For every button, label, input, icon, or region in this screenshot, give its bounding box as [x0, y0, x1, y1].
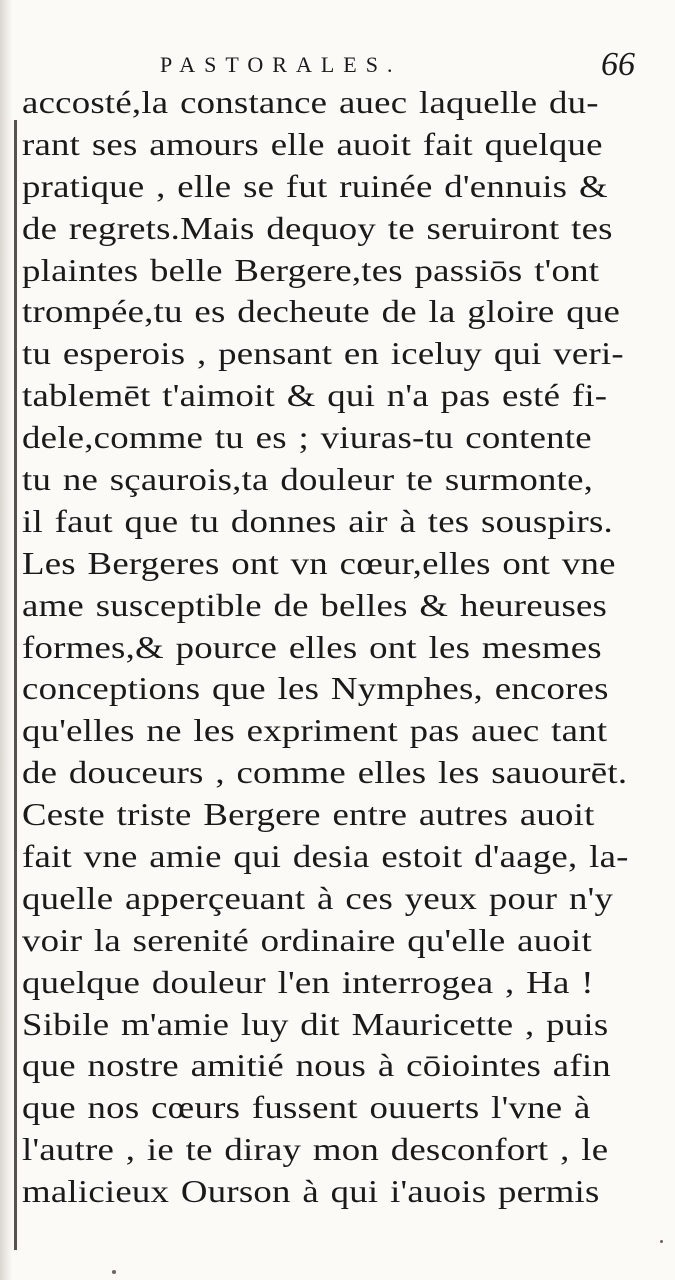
running-head: PASTORALES. [160, 52, 402, 77]
text-line-content: pratique , elle se fut ruinée d'ennuis & [22, 167, 608, 204]
page-number: 66 [601, 46, 635, 83]
text-line-content: qu'elles ne les expriment pas auec tant [22, 712, 608, 749]
gutter-rule [14, 120, 17, 1250]
text-line [22, 962, 632, 1004]
text-line-content: trompée,tu es decheute de la gloire que [22, 293, 621, 330]
text-line-content: malicieux Ourson à qui i'auois permis [22, 1173, 600, 1210]
text-line-content: fait vne amie qui desia estoit d'aage, la- [22, 838, 629, 875]
text-line [22, 1129, 632, 1171]
text-line-content: formes,& pource elles ont les mesmes [22, 628, 602, 665]
text-line-content: conceptions que les Nymphes, encores [22, 670, 609, 707]
text-line [22, 250, 632, 292]
paper-speck [112, 1270, 116, 1274]
text-line [22, 878, 632, 920]
text-line-content: Les Bergeres ont vn cœur,elles ont vne [22, 544, 616, 581]
text-line-content: de douceurs , comme elles les sauourēt. [22, 754, 628, 791]
text-line-content: quelle apperçeuant à ces yeux pour n'y [22, 879, 614, 916]
text-line-content: quelque douleur l'en interrogea , Ha ! [22, 963, 594, 1000]
text-line [22, 333, 632, 375]
text-line [22, 1045, 632, 1087]
text-line [22, 82, 632, 124]
text-line [22, 166, 632, 208]
text-line-content: de regrets.Mais dequoy te seruiront tes [22, 209, 613, 246]
text-line-content: ame susceptible de belles & heureuses [22, 586, 608, 623]
text-line [22, 208, 632, 250]
text-line [22, 291, 632, 333]
text-line [22, 1171, 632, 1213]
text-line-content: tu ne sçaurois,ta douleur te surmonte, [22, 461, 594, 498]
gutter-shadow [0, 0, 12, 1280]
text-line [22, 501, 632, 543]
text-line [22, 627, 632, 669]
text-line-content: il faut que tu donnes air à tes souspirs. [22, 502, 613, 539]
text-line [22, 459, 632, 501]
text-line [22, 585, 632, 627]
text-line-content: l'autre , ie te diray mon desconfort , le [22, 1131, 609, 1168]
text-line [22, 752, 632, 794]
text-line [22, 1087, 632, 1129]
text-line-content: accosté,la constance auec laquelle du- [22, 84, 599, 120]
text-line-content: dele,comme tu es ; viuras-tu contente [22, 419, 592, 456]
text-line-content: Sibile m'amie luy dit Mauricette , puis [22, 1005, 609, 1042]
text-line-content: tablemēt t'aimoit & qui n'a pas esté fi- [22, 377, 608, 414]
text-line-content: rant ses amours elle auoit fait quelque [22, 125, 603, 162]
text-line-content: que nos cœurs fussent ouuerts l'vne à [22, 1089, 591, 1126]
text-line-content: Ceste triste Bergere entre autres auoit [22, 796, 595, 833]
text-line-content: que nostre amitié nous à cōiointes afin [22, 1047, 611, 1084]
body-text [22, 82, 632, 1213]
text-line [22, 710, 632, 752]
text-line [22, 124, 632, 166]
text-line [22, 920, 632, 962]
text-line-content: tu esperois , pensant en iceluy qui veri- [22, 335, 624, 372]
text-line [22, 543, 632, 585]
text-line [22, 1004, 632, 1046]
paper-speck [660, 1240, 663, 1243]
text-line [22, 375, 632, 417]
text-line [22, 668, 632, 710]
text-line [22, 794, 632, 836]
text-line [22, 417, 632, 459]
text-line [22, 836, 632, 878]
text-line-content: plaintes belle Bergere,tes passiōs t'ont [22, 251, 600, 288]
text-line-content: voir la serenité ordinaire qu'elle auoit [22, 921, 592, 958]
